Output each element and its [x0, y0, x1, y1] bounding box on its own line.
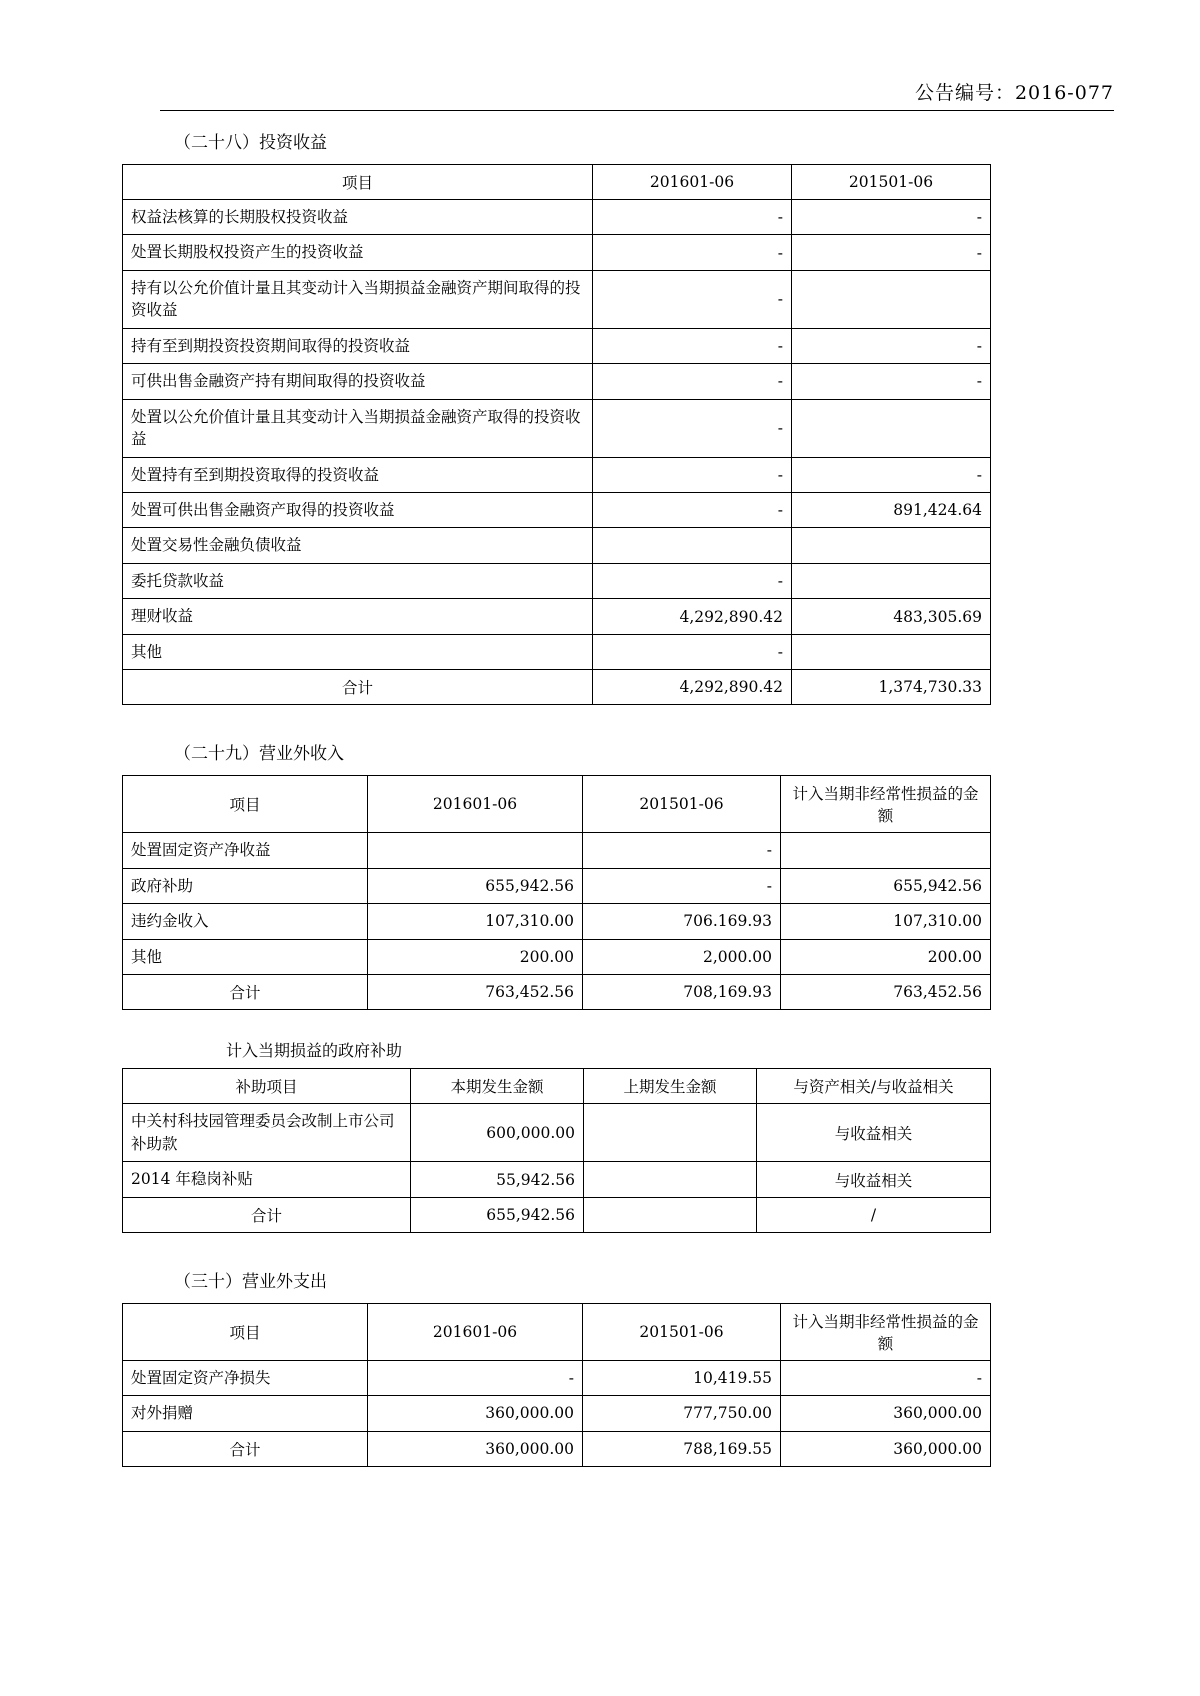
column-header: 计入当期非经常性损益的金额: [781, 776, 991, 833]
row-value: 777,750.00: [583, 1396, 781, 1431]
table-total-row: [123, 975, 991, 1010]
column-header: 本期发生金额: [411, 1069, 584, 1104]
row-item-label: 理财收益: [123, 599, 593, 634]
row-item-label: 其他: [123, 634, 593, 669]
row-item-label: 处置交易性金融负债收益: [123, 528, 593, 563]
row-value: 891,424.64: [792, 493, 991, 528]
column-header: 项目: [123, 1303, 368, 1360]
column-header: 与资产相关/与收益相关: [757, 1069, 991, 1104]
column-header: 补助项目: [123, 1069, 411, 1104]
table-row: [123, 939, 991, 974]
total-value: /: [757, 1197, 991, 1232]
row-value: -: [792, 328, 991, 363]
table-row: [123, 1104, 991, 1162]
row-item-label: 对外捐赠: [123, 1396, 368, 1431]
column-header: 201601-06: [368, 776, 583, 833]
table-row: [123, 833, 991, 868]
row-value: 与收益相关: [757, 1162, 991, 1197]
section-title-non-operating-expense: （三十）营业外支出: [174, 1271, 327, 1292]
row-value: -: [593, 634, 792, 669]
row-value: [792, 634, 991, 669]
column-header: 项目: [123, 164, 593, 199]
row-value: 655,942.56: [368, 868, 583, 903]
table-header-row: [123, 1069, 991, 1104]
table-total-row: [123, 1197, 991, 1232]
row-value: 483,305.69: [792, 599, 991, 634]
total-value: 655,942.56: [411, 1197, 584, 1232]
total-label: 合计: [123, 975, 368, 1010]
row-value: -: [593, 364, 792, 399]
row-value: [781, 833, 991, 868]
row-item-label: 持有以公允价值计量且其变动计入当期损益金融资产期间取得的投资收益: [123, 270, 593, 328]
document-content: [122, 132, 990, 1467]
column-header: 上期发生金额: [584, 1069, 757, 1104]
column-header: 201501-06: [583, 776, 781, 833]
column-header: 201601-06: [593, 164, 792, 199]
table-row: [123, 270, 991, 328]
table-header-row: [123, 164, 991, 199]
table-header-row: [123, 776, 991, 833]
row-value: 706.169.93: [583, 904, 781, 939]
total-value: 4,292,890.42: [593, 670, 792, 705]
row-value: [792, 399, 991, 457]
table-row: [123, 1360, 991, 1395]
row-value: -: [593, 399, 792, 457]
total-value: 788,169.55: [583, 1431, 781, 1466]
table-row: [123, 1396, 991, 1431]
table-row: [123, 599, 991, 634]
row-value: -: [593, 563, 792, 598]
row-item-label: 处置可供出售金融资产取得的投资收益: [123, 493, 593, 528]
total-value: 360,000.00: [368, 1431, 583, 1466]
table-row: [123, 235, 991, 270]
table-row: [123, 563, 991, 598]
row-value: [368, 833, 583, 868]
row-item-label: 可供出售金融资产持有期间取得的投资收益: [123, 364, 593, 399]
row-value: -: [593, 493, 792, 528]
table-investment-income: [122, 164, 991, 706]
column-header: 计入当期非经常性损益的金额: [781, 1303, 991, 1360]
row-value: -: [792, 364, 991, 399]
row-item-label: 权益法核算的长期股权投资收益: [123, 199, 593, 234]
row-value: [792, 270, 991, 328]
row-value: [792, 563, 991, 598]
row-value: -: [583, 833, 781, 868]
row-value: [584, 1104, 757, 1162]
row-value: 4,292,890.42: [593, 599, 792, 634]
table-row: [123, 457, 991, 492]
column-header: 201501-06: [792, 164, 991, 199]
subsection-title-government-grants: 计入当期损益的政府补助: [226, 1041, 403, 1061]
row-item-label: 中关村科技园管理委员会改制上市公司补助款: [123, 1104, 411, 1162]
row-item-label: 其他: [123, 939, 368, 974]
row-value: -: [593, 328, 792, 363]
row-value: -: [792, 199, 991, 234]
row-value: 107,310.00: [781, 904, 991, 939]
table-non-operating-expense: [122, 1303, 991, 1467]
row-value: 10,419.55: [583, 1360, 781, 1395]
row-value: [792, 528, 991, 563]
total-label: 合计: [123, 1431, 368, 1466]
row-item-label: 处置以公允价值计量且其变动计入当期损益金融资产取得的投资收益: [123, 399, 593, 457]
row-item-label: 处置持有至到期投资取得的投资收益: [123, 457, 593, 492]
announcement-number: 公告编号：2016-077: [914, 82, 1114, 104]
row-item-label: 处置固定资产净收益: [123, 833, 368, 868]
row-value: -: [593, 457, 792, 492]
table-header-row: [123, 1303, 991, 1360]
row-value: -: [593, 199, 792, 234]
section-title-non-operating-income: （二十九）营业外收入: [174, 744, 344, 765]
table-row: [123, 328, 991, 363]
total-label: 合计: [123, 670, 593, 705]
row-item-label: 委托贷款收益: [123, 563, 593, 598]
table-row: [123, 634, 991, 669]
column-header: 项目: [123, 776, 368, 833]
total-value: 708,169.93: [583, 975, 781, 1010]
table-row: [123, 199, 991, 234]
row-item-label: 处置固定资产净损失: [123, 1360, 368, 1395]
row-value: -: [792, 457, 991, 492]
total-value: 360,000.00: [781, 1431, 991, 1466]
row-value: [584, 1162, 757, 1197]
table-non-operating-income: [122, 775, 991, 1010]
table-government-grants: [122, 1068, 991, 1232]
row-item-label: 政府补助: [123, 868, 368, 903]
row-value: 360,000.00: [781, 1396, 991, 1431]
row-item-label: 持有至到期投资投资期间取得的投资收益: [123, 328, 593, 363]
row-value: -: [593, 235, 792, 270]
row-value: -: [583, 868, 781, 903]
row-item-label: 处置长期股权投资产生的投资收益: [123, 235, 593, 270]
table-row: [123, 1162, 991, 1197]
row-value: -: [781, 1360, 991, 1395]
total-value: 763,452.56: [368, 975, 583, 1010]
column-header: 201501-06: [583, 1303, 781, 1360]
total-value: 763,452.56: [781, 975, 991, 1010]
row-value: 600,000.00: [411, 1104, 584, 1162]
row-value: [593, 528, 792, 563]
table-row: [123, 904, 991, 939]
row-value: 200.00: [368, 939, 583, 974]
table-row: [123, 868, 991, 903]
row-value: -: [368, 1360, 583, 1395]
total-value: 1,374,730.33: [792, 670, 991, 705]
table-total-row: [123, 1431, 991, 1466]
row-value: 655,942.56: [781, 868, 991, 903]
row-value: 360,000.00: [368, 1396, 583, 1431]
total-value: [584, 1197, 757, 1232]
row-value: -: [593, 270, 792, 328]
table-row: [123, 528, 991, 563]
column-header: 201601-06: [368, 1303, 583, 1360]
total-label: 合计: [123, 1197, 411, 1232]
row-value: -: [792, 235, 991, 270]
section-title-investment-income: （二十八）投资收益: [174, 133, 327, 153]
row-value: 与收益相关: [757, 1104, 991, 1162]
table-row: [123, 493, 991, 528]
table-total-row: [123, 670, 991, 705]
row-value: 200.00: [781, 939, 991, 974]
header-divider: [160, 110, 1114, 111]
row-item-label: 违约金收入: [123, 904, 368, 939]
row-item-label: 2014 年稳岗补贴: [123, 1162, 411, 1197]
table-row: [123, 399, 991, 457]
row-value: 55,942.56: [411, 1162, 584, 1197]
row-value: 2,000.00: [583, 939, 781, 974]
row-value: 107,310.00: [368, 904, 583, 939]
table-row: [123, 364, 991, 399]
